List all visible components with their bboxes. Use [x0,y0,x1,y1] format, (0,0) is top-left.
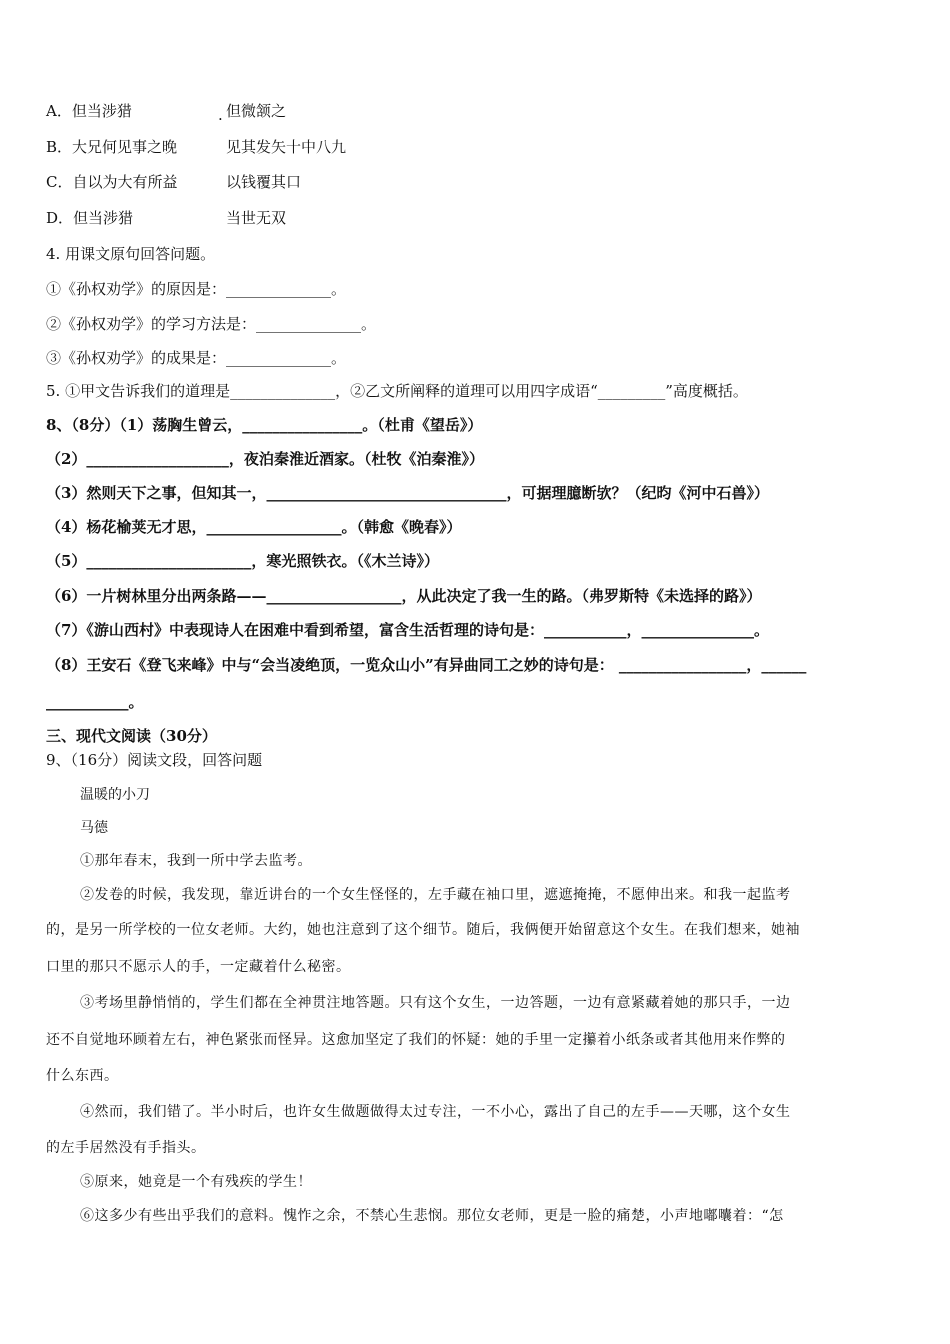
option-label: B． [46,138,73,156]
article-title: 温暖的小刀 [80,787,150,803]
q8-item-3: （3）然则天下之事，但知其一，________________________________，可据理臆断欤？（纪昀《河中石兽》） [46,484,769,502]
q8-item-8-continued: ___________。 [46,693,144,711]
option-label: A． [46,102,72,120]
article-line: ⑥这多少有些出乎我们的意料。愧怍之余，不禁心生悲悯。那位女老师，更是一脸的痛楚，小声地嘟囔着：“怎 [80,1208,784,1224]
q3-option-b [46,137,347,157]
article-author: 马德 [80,820,108,836]
article-line: 的，是另一所学校的一位女老师。大约，她也注意到了这个细节。随后，我俩便开始留意这个女生。在我们想来，她袖 [46,922,800,938]
article-line: ③考场里静悄悄的，学生们都在全神贯注地答题。只有这个女生，一边答题，一边有意紧藏着她的那只手，一边 [80,995,791,1011]
option-left: 但当涉猎 [71,102,132,120]
option-right: 见其发矢十中八九 [226,138,347,156]
q4-item-3: ③《孙权劝学》的成果是：______________。 [46,349,347,367]
q8-stem: 8、（8分）（1）荡胸生曾云，________________。（杜甫《望岳》） [46,416,483,434]
q9-stem: 9、（16分）阅读文段，回答问题 [46,751,263,769]
option-left: 大兄何见事之晚 [72,138,178,156]
q3-option-a [46,101,287,124]
q8-item-4: （4）杨花榆荚无才思，__________________。（韩愈《晚春》） [46,518,462,536]
q4-item-1: ①《孙权劝学》的原因是：______________。 [46,280,347,298]
q8-item-6: （6）一片树林里分出两条路——__________________，从此决定了我一生的路。（弗罗斯特《未选择的路》） [46,587,762,605]
option-right: 当世无双 [226,209,287,227]
q3-option-c [46,172,302,192]
stray-dot: . [218,106,223,124]
article-line: 口里的那只不愿示人的手，一定藏着什么秘密。 [46,959,351,975]
q5-text: 5. ①甲文告诉我们的道理是______________，②乙文所阐释的道理可以用四字成语“_________”高度概括。 [46,382,748,400]
q4-item-2: ②《孙权劝学》的学习方法是：______________。 [46,315,377,333]
q8-item-7: （7）《游山西村》中表现诗人在困难中看到希望，富含生活哲理的诗句是：___________，_______________。 [46,621,769,639]
option-label: D． [46,209,74,227]
option-right: 但微颔之 [226,102,287,120]
article-line: ①那年春末，我到一所中学去监考。 [80,853,312,869]
option-label: C． [46,173,73,191]
article-line: 还不自觉地环顾着左右，神色紧张而怪异。这愈加坚定了我们的怀疑：她的手里一定攥着小纸条或者其他用来作弊的 [46,1032,786,1048]
section-3-heading: 三、现代文阅读（30分） [46,727,217,745]
option-right: 以钱覆其口 [226,173,302,191]
q4-stem: 4. 用课文原句回答问题。 [46,245,216,263]
article-line: ④然而，我们错了。半小时后，也许女生做题做得太过专注，一不小心，露出了自己的左手——天哪，这个女生 [80,1104,791,1120]
q8-item-2: （2）___________________，夜泊秦淮近酒家。（杜牧《泊秦淮》） [46,450,484,468]
option-left: 但当涉猎 [73,209,134,227]
article-line: 什么东西。 [46,1068,119,1084]
article-line: 的左手居然没有手指头。 [46,1140,206,1156]
option-left: 自以为大有所益 [72,173,178,191]
q8-item-8: （8）王安石《登飞来峰》中与“会当凌绝顶，一览众山小”有异曲同工之妙的诗句是： _________________，______ [46,656,807,674]
q3-option-d [46,208,287,228]
article-line: ⑤原来，她竟是一个有残疾的学生！ [80,1174,312,1190]
q8-item-5: （5）______________________，寒光照铁衣。（《木兰诗》） [46,552,439,570]
article-line: ②发卷的时候，我发现，靠近讲台的一个女生怪怪的，左手藏在袖口里，遮遮掩掩，不愿伸出来。和我一起监考 [80,887,791,903]
